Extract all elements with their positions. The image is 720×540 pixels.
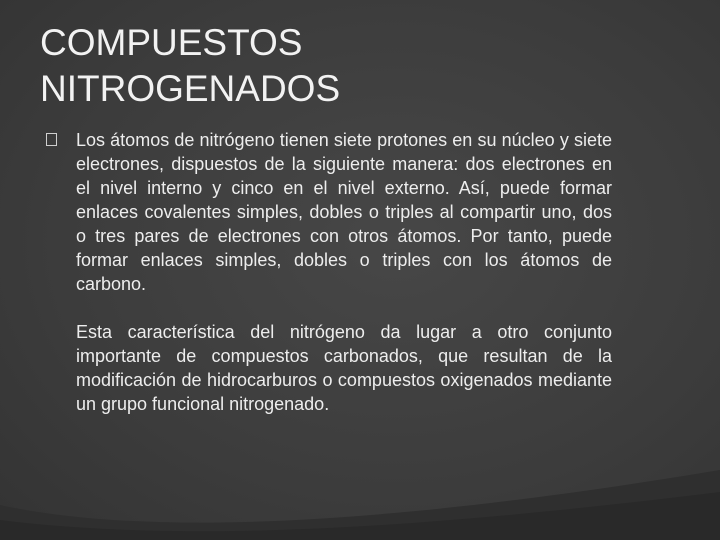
- slide-body: [46, 128, 612, 416]
- title-line-1: COMPUESTOS: [40, 22, 303, 63]
- continuation-paragraph: [46, 320, 612, 416]
- title-line-2: NITROGENADOS: [40, 68, 341, 109]
- paragraph-1-text: Los átomos de nitrógeno tienen siete protones en su núcleo y siete electrones, dispuestos de la siguiente manera: dos electrones en el nivel interno y cinco en el nivel externo. Así, puede formar enlaces covalentes simples, dobles o triples al compartir uno, dos o tres pares de electrones con otros átomos. Por tanto, puede formar enlaces simples, dobles o triples con los átomos de carbono.: [76, 130, 612, 294]
- slide-title: [40, 20, 680, 112]
- missing-glyph-box-icon: [46, 133, 57, 146]
- paragraph-2-text: Esta característica del nitrógeno da lugar a otro conjunto importante de compuestos carbonados, que resultan de la modificación de hidrocarburos o compuestos oxigenados mediante un grupo funcional nitrogenado.: [76, 322, 612, 414]
- bullet-paragraph: [46, 128, 612, 296]
